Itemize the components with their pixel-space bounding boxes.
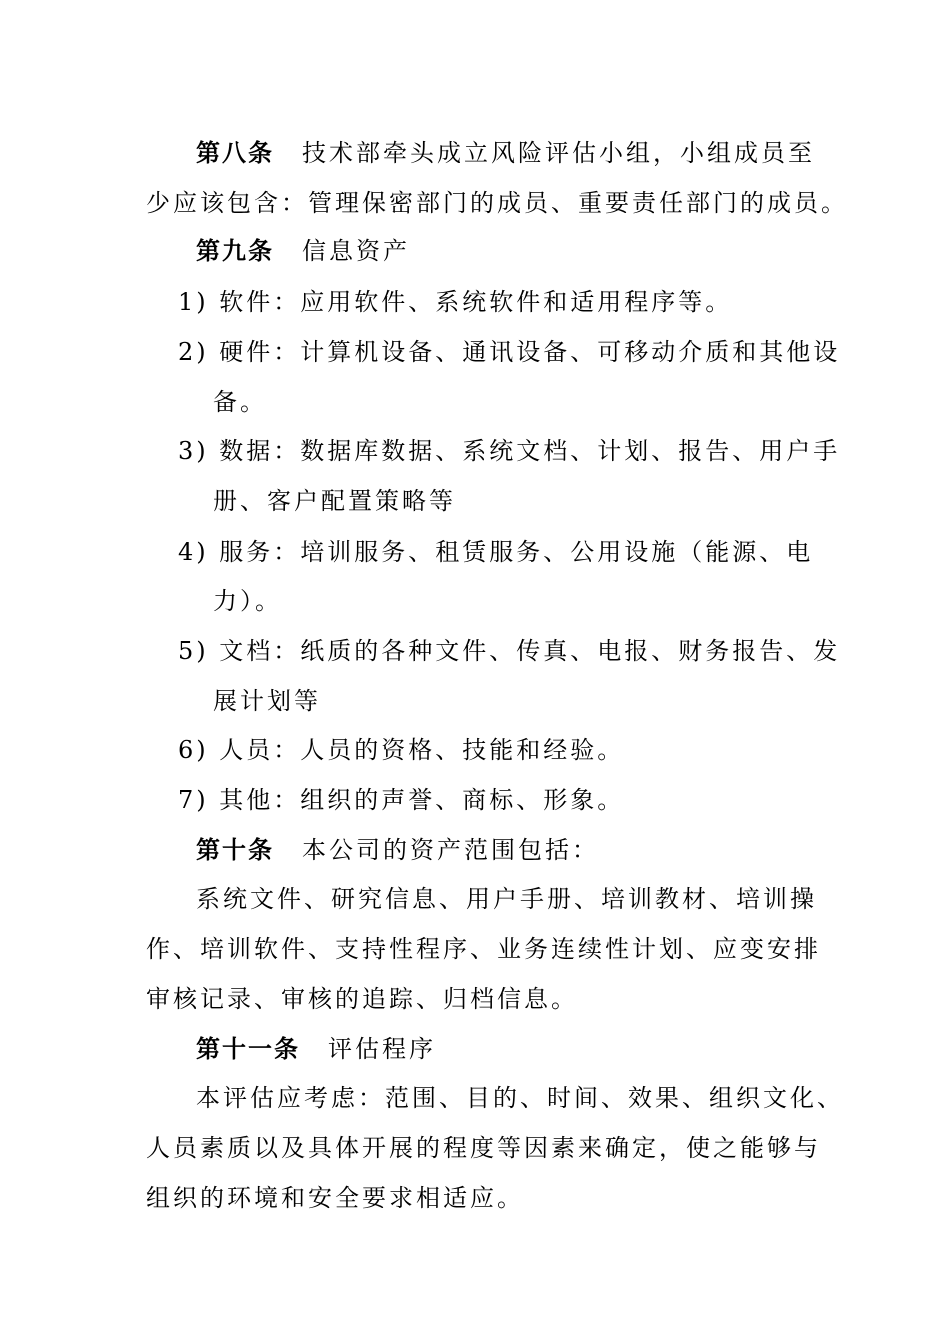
article-8-line-2: 少应该包含：管理保密部门的成员、重要责任部门的成员。 [146, 189, 848, 217]
list-item-number: 5) [178, 637, 209, 665]
list-item-number: 2) [178, 338, 209, 366]
list-item-text: 软件：应用软件、系统软件和适用程序等。 [219, 288, 733, 316]
list-item-number: 7) [178, 786, 209, 814]
list-item-text: 数据：数据库数据、系统文档、计划、报告、用户手 [219, 437, 841, 465]
article-10-text-3: 审核记录、审核的追踪、归档信息。 [146, 985, 578, 1013]
list-item-text: 其他：组织的声誉、商标、形象。 [219, 786, 625, 814]
list-item-text: 硬件：计算机设备、通讯设备、可移动介质和其他设 [219, 338, 841, 366]
list-item-5 [178, 636, 840, 666]
article-8-line-1 [196, 138, 815, 168]
list-item-1 [178, 287, 732, 317]
article-8-heading: 第八条 [196, 139, 274, 167]
list-item-2 [178, 337, 840, 367]
article-11-text-3: 组织的环境和安全要求相适应。 [146, 1184, 524, 1212]
list-item-4 [178, 537, 813, 567]
article-8-text-1: 技术部牵头成立风险评估小组，小组成员至 [302, 139, 815, 167]
article-10-text-2: 作、培训软件、支持性程序、业务连续性计划、应变安排 [146, 935, 821, 963]
list-item-text: 文档：纸质的各种文件、传真、电报、财务报告、发 [219, 637, 841, 665]
list-item-2-cont: 备。 [213, 388, 267, 416]
article-9-heading: 第九条 [196, 237, 274, 265]
article-10-text-1: 系统文件、研究信息、用户手册、培训教材、培训操 [196, 885, 817, 913]
list-item-number: 3) [178, 437, 209, 465]
list-item-text: 服务：培训服务、租赁服务、公用设施（能源、电 [219, 538, 814, 566]
list-item-4-cont: 力）。 [213, 587, 282, 615]
list-item-number: 6) [178, 736, 209, 764]
article-9-line-1 [196, 236, 410, 266]
list-item-number: 4) [178, 538, 209, 566]
list-item-number: 1) [178, 288, 209, 316]
article-11-text-2: 人员素质以及具体开展的程度等因素来确定，使之能够与 [146, 1134, 821, 1162]
list-item-text: 人员：人员的资格、技能和经验。 [219, 736, 625, 764]
article-11-heading: 第十一条 [196, 1035, 300, 1063]
article-11-text-1: 本评估应考虑：范围、目的、时间、效果、组织文化、 [196, 1084, 844, 1112]
article-10-heading: 第十条 [196, 836, 274, 864]
list-item-7 [178, 785, 624, 815]
article-11-title: 评估程序 [328, 1035, 436, 1063]
list-item-5-cont: 展计划等 [213, 687, 321, 715]
article-10-line-1 [196, 835, 599, 865]
article-11-line-1 [196, 1034, 436, 1064]
list-item-6 [178, 735, 624, 765]
article-9-title: 信息资产 [302, 237, 410, 265]
list-item-3-cont: 册、客户配置策略等 [213, 487, 456, 515]
list-item-3 [178, 436, 840, 466]
article-10-title: 本公司的资产范围包括： [302, 836, 599, 864]
